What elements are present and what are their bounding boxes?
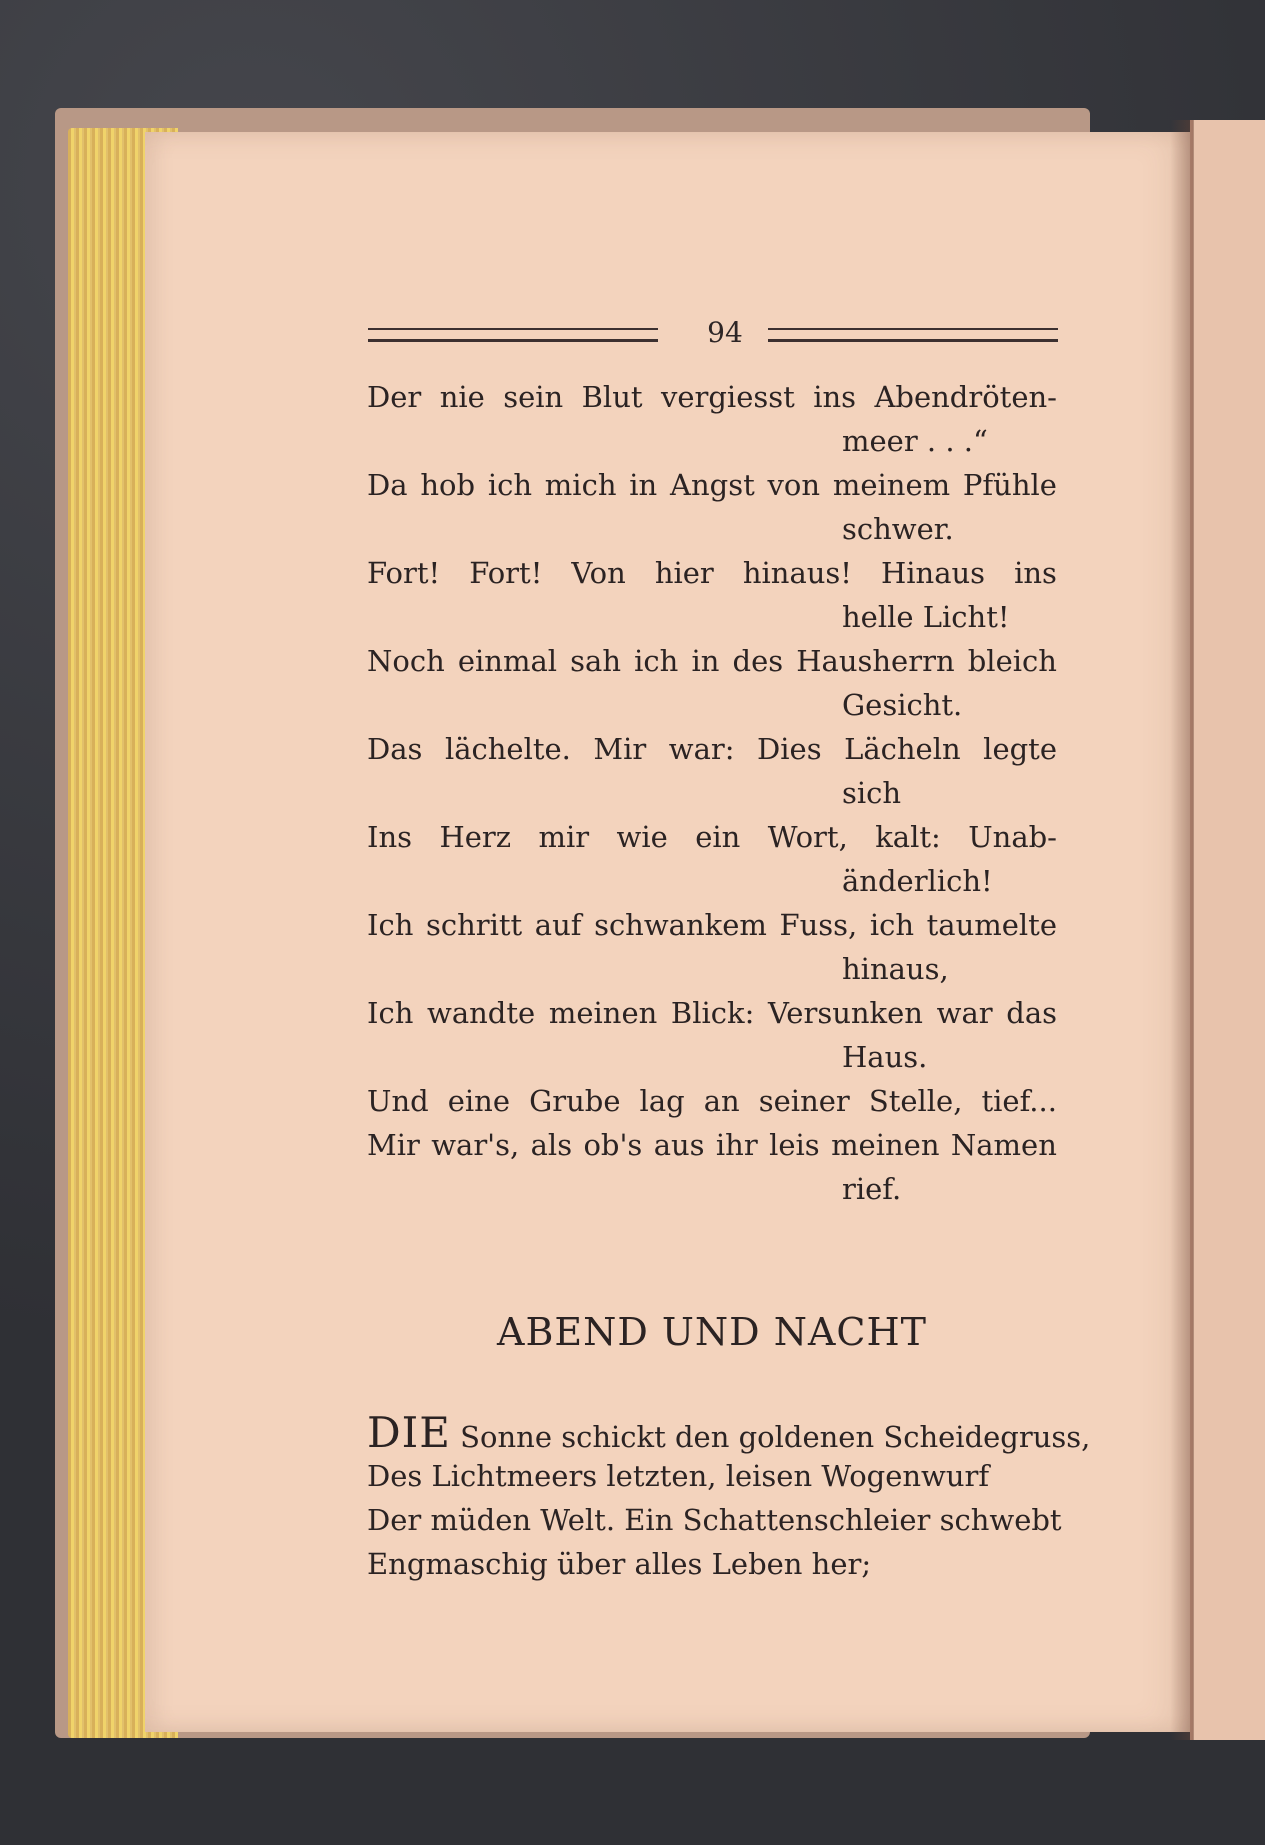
poem-word: Ich	[367, 996, 414, 1030]
poem-word: von	[767, 468, 821, 502]
poem-word: war's,	[431, 1128, 520, 1162]
poem-word: Hinaus	[880, 556, 986, 590]
poem-word: Blut	[581, 380, 643, 414]
poem-word: an	[703, 1084, 740, 1118]
poem-word: vergiesst	[660, 380, 795, 414]
poem-word: Noch	[367, 644, 445, 678]
poem-word: leis	[769, 1128, 820, 1162]
poem-word: hinaus!	[742, 556, 852, 590]
poem-word: wandte	[427, 996, 536, 1030]
poem-word: Der	[367, 380, 422, 414]
poem-line-text: Sonne schickt den goldenen Scheidegruss,	[450, 1420, 1091, 1454]
poem-word: Ins	[367, 820, 413, 854]
poem-word: meinen	[548, 996, 658, 1030]
poem-line-turnover: Haus.	[842, 1040, 928, 1074]
facing-page	[1190, 120, 1265, 1740]
poem-word: in	[629, 468, 658, 502]
poem-word: Lächeln	[844, 732, 961, 766]
poem-line	[367, 727, 1057, 771]
spine-shadow	[1170, 120, 1194, 1740]
poem-line	[367, 463, 1057, 507]
poem-word: Das	[367, 732, 423, 766]
poem-line	[367, 551, 1057, 595]
poem-word: tief...	[981, 1084, 1057, 1118]
poem-line	[367, 1079, 1057, 1123]
poem-word: Hausherrn	[796, 644, 955, 678]
poem-word: war:	[668, 732, 735, 766]
poem-line-turnover: schwer.	[842, 512, 954, 546]
poem-word: Stelle,	[868, 1084, 963, 1118]
poem-line-turnover: sich	[842, 776, 902, 810]
poem-line-turnover: rief.	[842, 1172, 902, 1206]
poem-line-turnover: helle Licht!	[842, 600, 1010, 634]
poem-word: ich	[487, 468, 533, 502]
poem-word: bleich	[967, 644, 1057, 678]
poem-word: des	[732, 644, 784, 678]
poem-word: in	[691, 644, 720, 678]
page-number: 94	[707, 316, 743, 349]
poem-word: schwankem	[594, 908, 767, 942]
poem-line-turnover: meer . . .“	[842, 424, 988, 458]
poem-line	[367, 375, 1057, 419]
poem-word: Dies	[757, 732, 822, 766]
poem-word: Namen	[950, 1128, 1057, 1162]
poem-word: Grube	[529, 1084, 621, 1118]
poem-word: ein	[695, 820, 741, 854]
poem-line-turnover: änderlich!	[842, 864, 993, 898]
poem-word: ich	[634, 644, 679, 678]
poem-word: Mir	[367, 1128, 420, 1162]
poem-line	[367, 639, 1057, 683]
poem-word: Pfühle	[962, 468, 1057, 502]
poem-word: sah	[570, 644, 622, 678]
poem-word: als	[530, 1128, 573, 1162]
poem-word: meinen	[831, 1128, 940, 1162]
poem-title: ABEND UND NACHT	[497, 1310, 927, 1354]
poem-word: war	[936, 996, 993, 1030]
poem-word: seiner	[758, 1084, 850, 1118]
poem-word: schritt	[425, 908, 523, 942]
poem-word: hier	[654, 556, 714, 590]
poem-abend-und-nacht	[367, 1408, 1091, 1586]
poem-line	[367, 991, 1057, 1035]
header-rule-left	[368, 328, 658, 342]
poem-word: lag	[639, 1084, 685, 1118]
poem-line: Des Lichtmeers letzten, leisen Wogenwurf	[367, 1459, 990, 1493]
poem-word: nie	[439, 380, 485, 414]
poem-word: eine	[447, 1084, 511, 1118]
poem-word: Von	[571, 556, 626, 590]
poem-word: Herz	[439, 820, 512, 854]
page-header	[368, 316, 1058, 356]
poem-line-turnover: hinaus,	[842, 952, 949, 986]
poem-word: ich	[869, 908, 915, 942]
poem-word: Mir	[593, 732, 647, 766]
poem-word: ins	[1014, 556, 1057, 590]
poem-word: Wort,	[767, 820, 848, 854]
poem-word: legte	[983, 732, 1057, 766]
poem-word: auf	[534, 908, 582, 942]
poem-word: lächelte.	[444, 732, 571, 766]
poem-word: sein	[503, 380, 564, 414]
poem-word: wie	[616, 820, 668, 854]
poem-line	[367, 903, 1057, 947]
poem-word: aus	[653, 1128, 705, 1162]
poem-line	[367, 1408, 1091, 1457]
poem-word: Blick:	[670, 996, 755, 1030]
poem-word: das	[1006, 996, 1057, 1030]
initial-capital: DIE	[367, 1408, 451, 1457]
poem-line: Der müden Welt. Ein Schattenschleier schwebt	[367, 1503, 1062, 1537]
poem-word: Fort!	[469, 556, 543, 590]
poem-line: Engmaschig über alles Leben her;	[367, 1547, 872, 1581]
poem-line	[367, 815, 1057, 859]
poem-word: Angst	[670, 468, 755, 502]
poem-word: meinem	[832, 468, 951, 502]
poem-word: ins	[813, 380, 857, 414]
poem-word: Versunken	[768, 996, 923, 1030]
poem-word: mir	[538, 820, 590, 854]
poem-line	[367, 1123, 1057, 1167]
header-rule-right	[768, 328, 1058, 342]
poem-word: Unab-	[968, 820, 1057, 854]
poem-line-turnover: Gesicht.	[842, 688, 963, 722]
poem-word: ihr	[715, 1128, 758, 1162]
poem-word: taumelte	[926, 908, 1057, 942]
poem-word: ob's	[583, 1128, 643, 1162]
poem-word: Fuss,	[779, 908, 858, 942]
poem-word: einmal	[457, 644, 558, 678]
poem-word: Da	[367, 468, 408, 502]
poem-word: Ich	[367, 908, 414, 942]
poem-stanza	[367, 375, 1057, 1211]
poem-word: Abendröten-	[874, 380, 1057, 414]
poem-word: Und	[367, 1084, 429, 1118]
poem-word: kalt:	[875, 820, 941, 854]
poem-word: Fort!	[367, 556, 441, 590]
poem-word: hob	[420, 468, 476, 502]
poem-word: mich	[544, 468, 617, 502]
